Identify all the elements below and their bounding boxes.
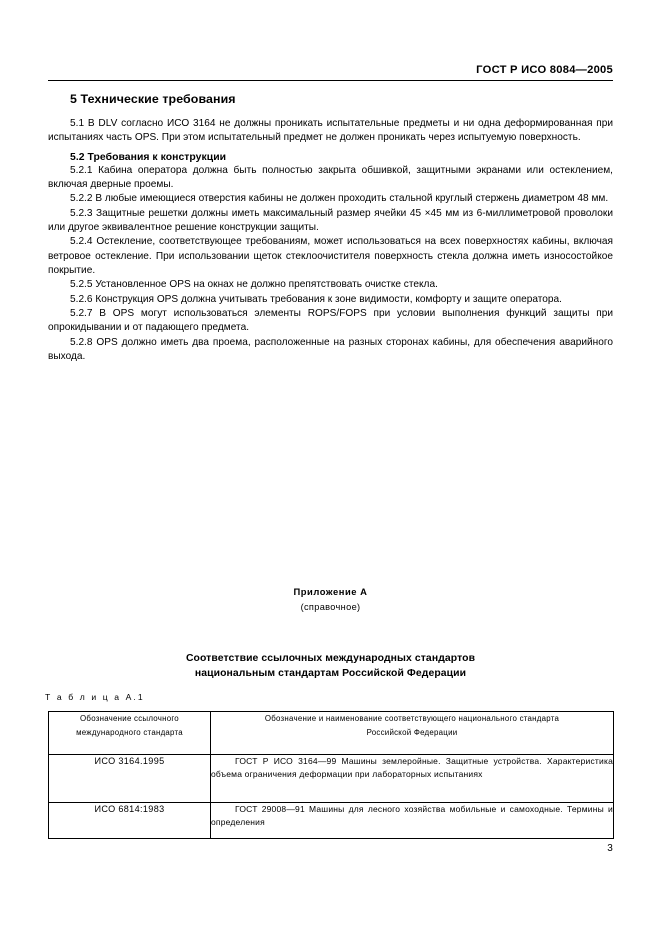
table-row [49,803,614,839]
clause-5-2-4: 5.2.4 Остекление, соответствующее требованиям, может использоваться на всех поверхностях кабины, включая ветровое остекление. При использовании щеток стеклоочистителя поверхность стекла должна иметь износостойкое покрытие. [48,236,613,277]
standard-identifier: ГОСТ Р ИСО 8084—2005 [476,64,613,76]
header-code-line-2: международного стандарта [76,727,183,737]
table-caption: Т а б л и ц а А.1 [45,692,145,702]
row-code: ИСО 6814:1983 [49,803,211,839]
correspondence-table [48,711,614,839]
clause-5-2-7: 5.2.7 В OPS могут использоваться элементы ROPS/FOPS при условии выполнения функций защиты при опрокидывании и от падающего предмета. [48,308,613,334]
appendix-designation [0,585,661,614]
running-header [48,60,613,81]
table-row [49,755,614,803]
header-code-line-1: Обозначение ссылочного [80,714,179,723]
table-header-row [49,712,614,755]
clause-5-2-2: 5.2.2 В любые имеющиеся отверстия кабины не должен проходить стальной круглый стержень диаметром 48 мм. [70,193,609,205]
row-description: ГОСТ Р ИСО 3164—99 Машины землеройные. Защитные устройства. Характеристика объема ограничения деформации при лабораторных испытаниях [211,755,614,803]
section-heading-5-2: 5.2 Требования к конструкции [70,151,227,163]
table-header-cell-description [211,712,614,755]
header-rule [48,80,613,81]
appendix-title [0,651,661,681]
clause-5-1: 5.1 В DLV согласно ИСО 3164 не должны проникать испытательные предметы и ни одна деформированная при испытаниях часть OPS. При этом испытательный предмет не должен проникать через испытуемую поверхность. [48,118,613,144]
appendix-kind: (справочное) [300,602,361,612]
clause-5-2-8: 5.2.8 OPS должно иметь два проема, расположенные на разных сторонах кабины, для обеспечения аварийного выхода. [48,336,613,363]
header-desc-line-1: Обозначение и наименование соответствующего национального стандарта [264,714,560,723]
body-content [48,92,613,365]
clause-5-2-5: 5.2.5 Установленное OPS на окнах не должно препятствовать очистке стекла. [70,279,438,291]
row-code: ИСО 3164.1995 [49,755,211,803]
page-number: 3 [607,843,613,854]
appendix-title-line-2: национальным стандартам Российской Федерации [194,668,467,679]
clause-5-2-1: 5.2.1 Кабина оператора должна быть полностью закрыта обшивкой, защитными экранами или остеклением, включая дверные проемы. [48,164,613,191]
row-description: ГОСТ 29008—91 Машины для лесного хозяйства мобильные и самоходные. Термины и определения [211,803,614,839]
header-desc-line-2: Российской Федерации [366,727,458,737]
section-heading-5: 5 Технические требования [70,92,236,106]
table-header-cell-code [49,712,211,755]
clause-5-2-3: 5.2.3 Защитные решетки должны иметь максимальный размер ячейки 45 ×45 мм из 6-миллиметровой проволоки или другое эквивалентное решение конструкции защиты. [48,207,613,234]
clause-5-2-6: 5.2.6 Конструкция OPS должна учитывать требования к зоне видимости, комфорту и защите оператора. [70,293,562,305]
appendix-name: Приложение А [293,586,368,597]
appendix-title-line-1: Соответствие ссылочных международных стандартов [185,653,476,664]
